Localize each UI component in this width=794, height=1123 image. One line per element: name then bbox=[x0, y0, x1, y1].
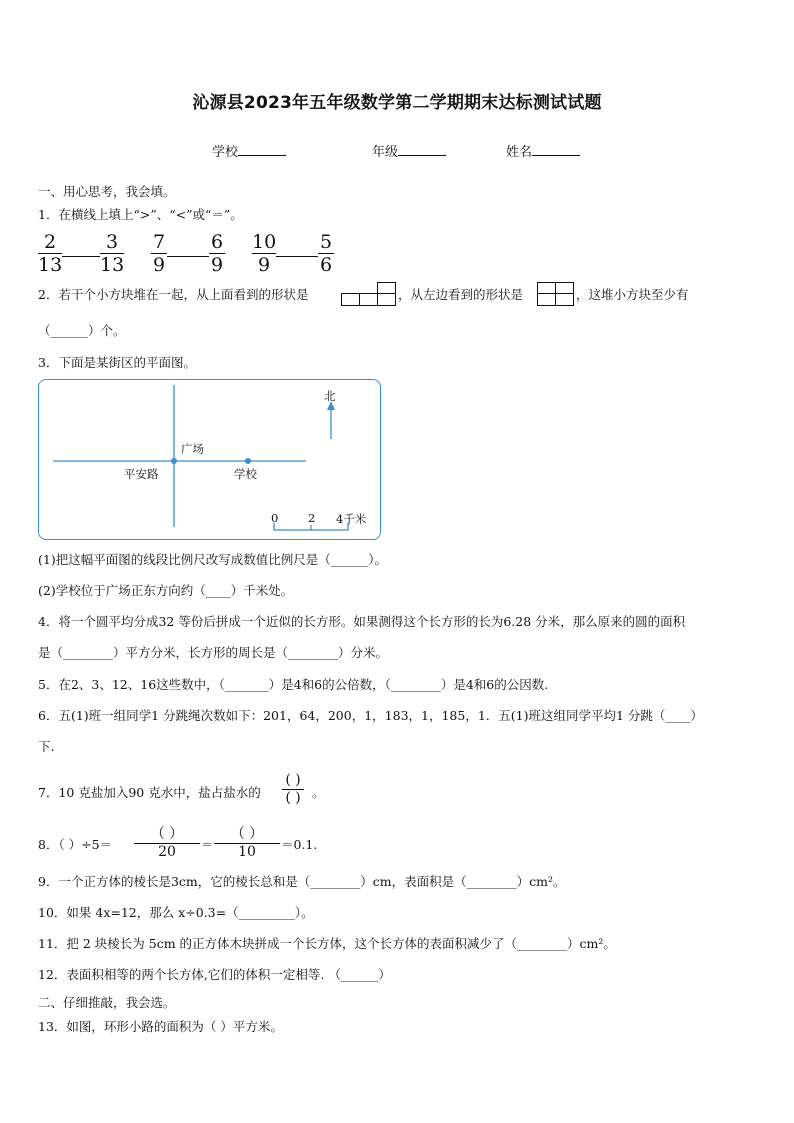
question-4-line2: 是（________）平方分米，长方形的周长是（________）分米。 bbox=[38, 645, 389, 660]
school-dot bbox=[245, 458, 251, 464]
question-6-line2: 下. bbox=[38, 739, 55, 754]
blank-1c[interactable] bbox=[276, 256, 318, 257]
grade-field bbox=[372, 141, 446, 160]
page-title: 沁源县2023年五年级数学第二学期期末达标测试试题 bbox=[192, 93, 602, 113]
scale-label-4km: 4千米 bbox=[336, 512, 367, 526]
fraction-5: 10 9 bbox=[252, 231, 277, 276]
question-3: 3．下面是某街区的平面图。 bbox=[38, 355, 196, 370]
school-label-map: 学校 bbox=[234, 467, 257, 481]
question-6-line1: 6．五(1)班一组同学1 分跳绳次数如下：201，64，200，1，183，1，185，1．五(1)班这组同学平均1 分跳（____） bbox=[38, 708, 703, 723]
question-8-prefix: 8．（ ）÷5＝ bbox=[38, 837, 113, 852]
blank-1a[interactable] bbox=[62, 256, 100, 257]
name-field bbox=[506, 141, 580, 160]
fraction-3: 7 9 bbox=[152, 231, 166, 276]
question-3-sub2: (2)学校位于广场正东方向约（____）千米处。 bbox=[38, 583, 294, 598]
question-2-line2: （______）个。 bbox=[38, 323, 126, 338]
question-7: 7．10 克盐加入90 克水中，盐占盐水的 bbox=[38, 785, 261, 800]
fraction-1: 2 13 bbox=[38, 231, 63, 276]
blank-1b[interactable] bbox=[167, 256, 209, 257]
name-blank[interactable] bbox=[532, 143, 580, 156]
section-1-heading: 一、用心思考，我会填。 bbox=[38, 184, 176, 199]
school-blank[interactable] bbox=[238, 143, 286, 156]
question-9: 9．一个正方体的棱长是3cm，它的棱长总和是（________）cm，表面积是（________）cm²。 bbox=[38, 874, 566, 889]
name-label: 姓名 bbox=[506, 145, 533, 160]
school-field bbox=[212, 141, 286, 160]
question-8-equals: ＝ bbox=[201, 837, 214, 852]
question-2-part1: 2．若干个小方块堆在一起，从上面看到的形状是 bbox=[38, 287, 309, 302]
question-1: 1．在横线上填上“>”、“<”或“＝”。 bbox=[38, 207, 243, 222]
scale-label-0: 0 bbox=[271, 511, 279, 525]
scale-label-2: 2 bbox=[308, 511, 316, 525]
question-2-part2: ，从左边看到的形状是 bbox=[398, 287, 524, 302]
question-13: 13．如图，环形小路的面积为（ ）平方米。 bbox=[38, 1019, 283, 1034]
fraction-4: 6 9 bbox=[210, 231, 224, 276]
fraction-2: 3 13 bbox=[100, 231, 125, 276]
question-8-end: ＝0.1. bbox=[281, 837, 318, 852]
question-3-sub1: (1)把这幅平面图的线段比例尺改写成数值比例尺是（______）。 bbox=[38, 552, 387, 567]
grade-blank[interactable] bbox=[398, 143, 446, 156]
question-12: 12．表面积相等的两个长方体,它们的体积一定相等. （______） bbox=[38, 967, 391, 982]
question-7-fraction: ( ) ( ) bbox=[282, 772, 304, 807]
question-7-end: 。 bbox=[312, 785, 325, 800]
plaza-label: 广场 bbox=[181, 442, 204, 456]
plaza-dot bbox=[171, 458, 177, 464]
grade-label: 年级 bbox=[372, 145, 399, 160]
question-8-fraction-2: （ ） 10 bbox=[214, 826, 280, 861]
section-2-heading: 二、仔细推敲，我会选。 bbox=[38, 995, 176, 1010]
question-10: 10．如果 4x=12，那么 x÷0.3=（_________）。 bbox=[38, 905, 314, 920]
question-5: 5．在2、3、12、16这些数中，（_______）是4和6的公倍数，（________）是4和6的公因数. bbox=[38, 677, 549, 692]
road-label: 平安路 bbox=[124, 467, 159, 481]
question-4-line1: 4．将一个圆平均分成32 等份后拼成一个近似的长方形。如果测得这个长方形的长为6.28 分米，那么原来的圆的面积 bbox=[38, 614, 686, 629]
question-11: 11．把 2 块棱长为 5cm 的正方体木块拼成一个长方体，这个长方体的表面积减少了（________）cm²。 bbox=[38, 936, 616, 951]
north-label: 北 bbox=[324, 389, 336, 403]
question-8-fraction-1: （ ） 20 bbox=[134, 826, 200, 861]
question-2-part3: ，这堆小方块至少有 bbox=[576, 287, 689, 302]
fraction-6: 5 6 bbox=[319, 231, 333, 276]
school-label: 学校 bbox=[212, 145, 239, 160]
